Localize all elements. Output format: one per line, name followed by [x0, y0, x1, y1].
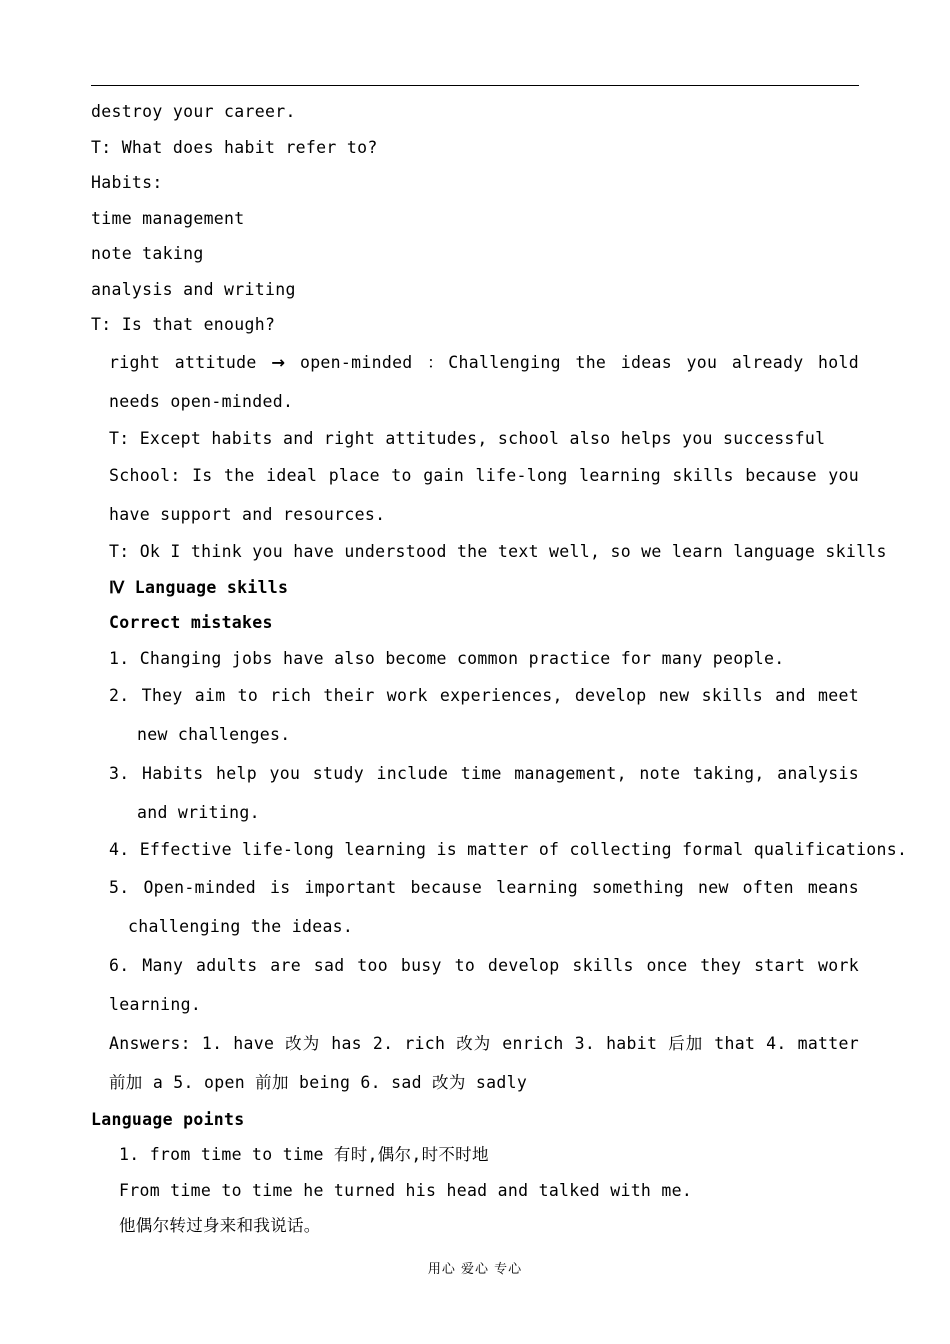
exercise-item: 5. Open-minded is important because learning something new often means challenging the ideas.: [109, 877, 859, 936]
teacher-question: T: What does habit refer to?: [91, 137, 378, 157]
teacher-statement: T: Ok I think you have understood the text well, so we learn language skills: [109, 542, 887, 561]
example-translation: 他偶尔转过身来和我说话。: [119, 1216, 321, 1235]
document-body: [91, 94, 908, 1244]
habit-item: note taking: [91, 244, 204, 263]
school-paragraph: School: Is the ideal place to gain life-long learning skills because you have support and resources.: [109, 466, 859, 524]
exercise-item: 1. Changing jobs have also become common practice for many people.: [109, 648, 785, 668]
text-line: destroy your career.: [91, 102, 296, 121]
text-line: Habits:: [91, 173, 163, 192]
habit-item: time management: [91, 208, 245, 228]
answers-line: Answers: 1. have 改为 has 2. rich 改为 enrich 3. habit 后加 that 4. matter 前加 a 5. open 前加 being 6. sad 改为 sadly: [109, 1033, 859, 1092]
text-fragment: open-minded ：Challenging the ideas you already hold needs open-minded.: [109, 352, 859, 411]
exercise-item: 6. Many adults are sad too busy to develop skills once they start work learning.: [109, 955, 859, 1014]
habit-item: analysis and writing: [91, 279, 296, 299]
language-point: 1. from time to time 有时,偶尔,时不时地: [119, 1145, 489, 1164]
section-heading: Language points: [91, 1109, 245, 1129]
arrow-icon: →: [271, 352, 286, 372]
subsection-heading: Correct mistakes: [109, 613, 273, 632]
header-rule: [91, 85, 859, 86]
text-fragment: right attitude: [109, 352, 272, 372]
attitude-paragraph: [91, 343, 859, 421]
exercise-item: 3. Habits help you study include time management, note taking, analysis and writing.: [109, 764, 859, 822]
exercise-item: 4. Effective life-long learning is matter of collecting formal qualifications.: [109, 840, 908, 859]
section-heading: Ⅳ Language skills: [109, 577, 289, 597]
page-footer: 用心 爱心 专心: [427, 1262, 523, 1277]
exercise-item: 2. They aim to rich their work experiences, develop new skills and meet new challenges.: [109, 686, 859, 744]
teacher-question: T: Is that enough?: [91, 315, 276, 334]
example-sentence: From time to time he turned his head and talked with me.: [119, 1180, 693, 1200]
teacher-statement: T: Except habits and right attitudes, school also helps you successful: [109, 428, 826, 448]
